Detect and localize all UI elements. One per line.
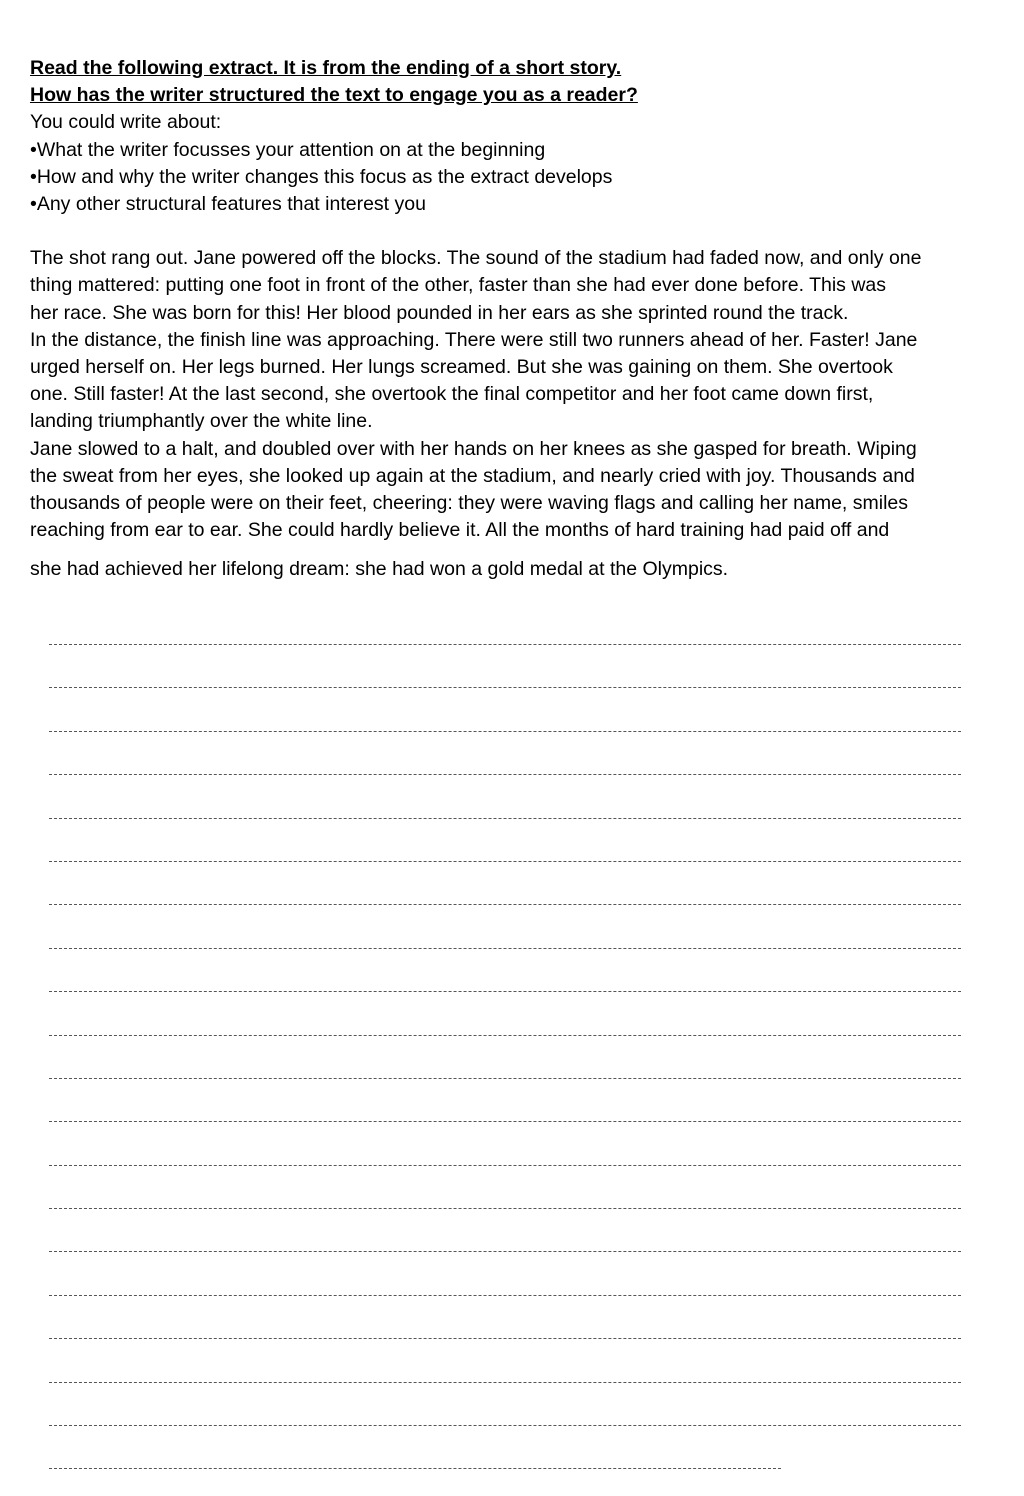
dashed-rule xyxy=(49,687,961,688)
dashed-rule xyxy=(49,1165,961,1166)
extract-line: thing mattered: putting one foot in front of the other, faster than she had ever done before. This was xyxy=(30,274,887,297)
task-intro: You could write about: xyxy=(30,111,222,134)
extract-passage xyxy=(30,245,990,583)
extract-line: her race. She was born for this! Her blood pounded in her ears as she sprinted round the track. xyxy=(30,301,849,324)
dashed-rule xyxy=(49,818,961,819)
dashed-rule xyxy=(49,861,961,862)
answer-line[interactable] xyxy=(49,888,961,931)
answer-line[interactable] xyxy=(49,1192,961,1235)
dashed-rule xyxy=(49,1035,961,1036)
dashed-rule xyxy=(49,1425,961,1426)
extract-line: the sweat from her eyes, she looked up again at the stadium, and nearly cried with joy. Thousands and xyxy=(30,464,915,487)
extract-line: thousands of people were on their feet, cheering: they were waving flags and calling her name, smiles xyxy=(30,492,909,515)
answer-line[interactable] xyxy=(49,802,961,845)
dashed-rule xyxy=(49,1251,961,1252)
task-bullet: •How and why the writer changes this focus as the extract develops xyxy=(30,165,613,188)
answer-line[interactable] xyxy=(49,628,961,671)
dashed-rule xyxy=(49,1468,781,1469)
task-bullet: •What the writer focusses your attention on at the beginning xyxy=(30,138,546,161)
answer-line[interactable] xyxy=(49,671,961,714)
extract-line: reaching from ear to ear. She could hardly believe it. All the months of hard training had paid off and xyxy=(30,519,890,542)
task-heading: Read the following extract. It is from the ending of a short story. xyxy=(30,57,622,79)
dashed-rule xyxy=(49,774,961,775)
answer-line[interactable] xyxy=(49,1409,961,1452)
answer-line[interactable] xyxy=(49,932,961,975)
dashed-rule xyxy=(49,1208,961,1209)
worksheet xyxy=(30,55,990,584)
extract-line: The shot rang out. Jane powered off the blocks. The sound of the stadium had faded now, and only one xyxy=(30,247,922,270)
dashed-rule xyxy=(49,731,961,732)
answer-line[interactable] xyxy=(49,1366,961,1409)
extract-line: she had achieved her lifelong dream: she had won a gold medal at the Olympics. xyxy=(30,558,729,581)
answer-line[interactable] xyxy=(49,975,961,1018)
extract-line: In the distance, the finish line was approaching. There were still two runners ahead of her. Faster! Jane xyxy=(30,328,918,351)
answer-line[interactable] xyxy=(49,1105,961,1148)
extract-line: one. Still faster! At the last second, she overtook the final competitor and her foot came down first, xyxy=(30,383,874,406)
answer-line[interactable] xyxy=(49,1019,961,1062)
dashed-rule xyxy=(49,1338,961,1339)
answer-lines[interactable] xyxy=(49,628,961,1496)
dashed-rule xyxy=(49,904,961,905)
answer-line[interactable] xyxy=(49,1279,961,1322)
dashed-rule xyxy=(49,1121,961,1122)
answer-line[interactable] xyxy=(49,758,961,801)
answer-line[interactable] xyxy=(49,715,961,758)
dashed-rule xyxy=(49,1295,961,1296)
extract-line: urged herself on. Her legs burned. Her lungs screamed. But she was gaining on them. She overtook xyxy=(30,356,893,379)
extract-line: Jane slowed to a halt, and doubled over with her hands on her knees as she gasped for breath. Wiping xyxy=(30,437,917,460)
extract-line: landing triumphantly over the white line. xyxy=(30,410,373,433)
answer-line[interactable] xyxy=(49,845,961,888)
answer-line[interactable] xyxy=(49,1235,961,1278)
dashed-rule xyxy=(49,948,961,949)
spacer xyxy=(30,218,990,245)
task-bullet: •Any other structural features that interest you xyxy=(30,193,426,216)
dashed-rule xyxy=(49,991,961,992)
dashed-rule xyxy=(49,644,961,645)
dashed-rule xyxy=(49,1078,961,1079)
task-bullet-list xyxy=(30,137,990,219)
answer-line[interactable] xyxy=(49,1149,961,1192)
answer-line[interactable] xyxy=(49,1322,961,1365)
task-question: How has the writer structured the text to engage you as a reader? xyxy=(30,84,638,107)
dashed-rule xyxy=(49,1382,961,1383)
answer-line[interactable] xyxy=(49,1452,961,1495)
answer-line[interactable] xyxy=(49,1062,961,1105)
